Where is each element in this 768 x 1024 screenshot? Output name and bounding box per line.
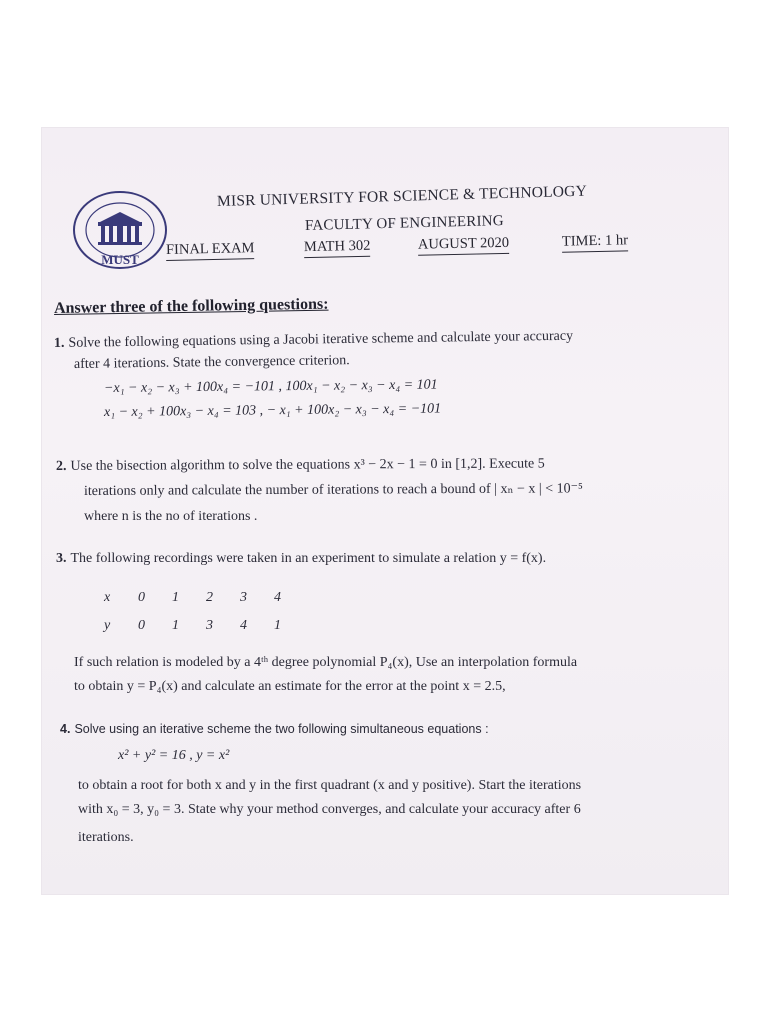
table-cell: 1 xyxy=(172,590,179,605)
logo-text: MUST xyxy=(101,252,139,267)
table-cell: 2 xyxy=(206,590,213,605)
question-text: where n is the no of iterations . xyxy=(84,509,258,524)
question-text: to obtain a root for both x and y in the first quadrant (x and y positive). Start the iterations xyxy=(78,778,582,793)
question-3 xyxy=(56,551,546,567)
exam-date: AUGUST 2020 xyxy=(418,235,510,256)
equation: x² + y² = 16 , y = x² xyxy=(118,748,230,763)
table-label: x xyxy=(104,590,111,605)
table-cell: 1 xyxy=(274,618,281,633)
question-number: 3. xyxy=(56,551,67,566)
faculty-name: FACULTY OF ENGINEERING xyxy=(304,213,504,234)
equation: −x₁ − x₂ − x₃ + 100x₄ = −101 , 100x₁ − x₂ − x₃ − x₄ = 101 xyxy=(103,377,438,396)
question-2 xyxy=(56,456,545,475)
table-cell: 3 xyxy=(206,618,213,633)
question-text: The following recordings were taken in an experiment to simulate a relation y = f(x). xyxy=(70,551,547,566)
table-cell: 1 xyxy=(172,618,179,633)
question-text: iterations. xyxy=(78,830,134,845)
question-number: 2. xyxy=(55,458,67,474)
question-text: iterations only and calculate the number of iterations to reach a bound of | xₙ − x | < 10⁻⁵ xyxy=(83,481,583,499)
question-text: to obtain y = P₄(x) and calculate an estimate for the error at the point x = 2.5, xyxy=(74,679,506,694)
table-cell: 0 xyxy=(138,590,145,605)
data-table-y-row xyxy=(104,618,308,634)
table-cell: 0 xyxy=(138,618,145,633)
table-label: y xyxy=(104,618,111,633)
question-text: with x₀ = 3, y₀ = 3. State why your method converges, and calculate your accuracy after 6 xyxy=(78,802,581,817)
exam-time: TIME: 1 hr xyxy=(562,232,628,252)
university-logo xyxy=(70,188,170,274)
question-4 xyxy=(60,722,489,736)
exam-type: FINAL EXAM xyxy=(166,240,255,261)
question-text: If such relation is modeled by a 4ᵗʰ degree polynomial P₄(x), Use an interpolation formula xyxy=(74,655,578,670)
equation: x₁ − x₂ + 100x₃ − x₄ = 103 , − x₁ + 100x₂ − x₃ − x₄ = −101 xyxy=(103,401,442,420)
question-text: Solve the following equations using a Jacobi iterative scheme and calculate your accuracy xyxy=(68,328,574,351)
instructions-heading: Answer three of the following questions: xyxy=(53,295,329,317)
question-text: Use the bisection algorithm to solve the equations x³ − 2x − 1 = 0 in [1,2]. Execute 5 xyxy=(70,456,545,474)
course-code: MATH 302 xyxy=(304,238,371,258)
question-text: after 4 iterations. State the convergence criterion. xyxy=(73,353,350,372)
question-text: Solve using an iterative scheme the two following simultaneous equations : xyxy=(74,722,489,736)
table-cell: 3 xyxy=(240,590,247,605)
question-number: 4. xyxy=(60,722,71,736)
question-number: 1. xyxy=(53,335,65,351)
data-table-x-row xyxy=(104,590,308,606)
university-name: MISR UNIVERSITY FOR SCIENCE & TECHNOLOGY xyxy=(216,182,588,210)
table-cell: 4 xyxy=(274,590,281,605)
table-cell: 4 xyxy=(240,618,247,633)
